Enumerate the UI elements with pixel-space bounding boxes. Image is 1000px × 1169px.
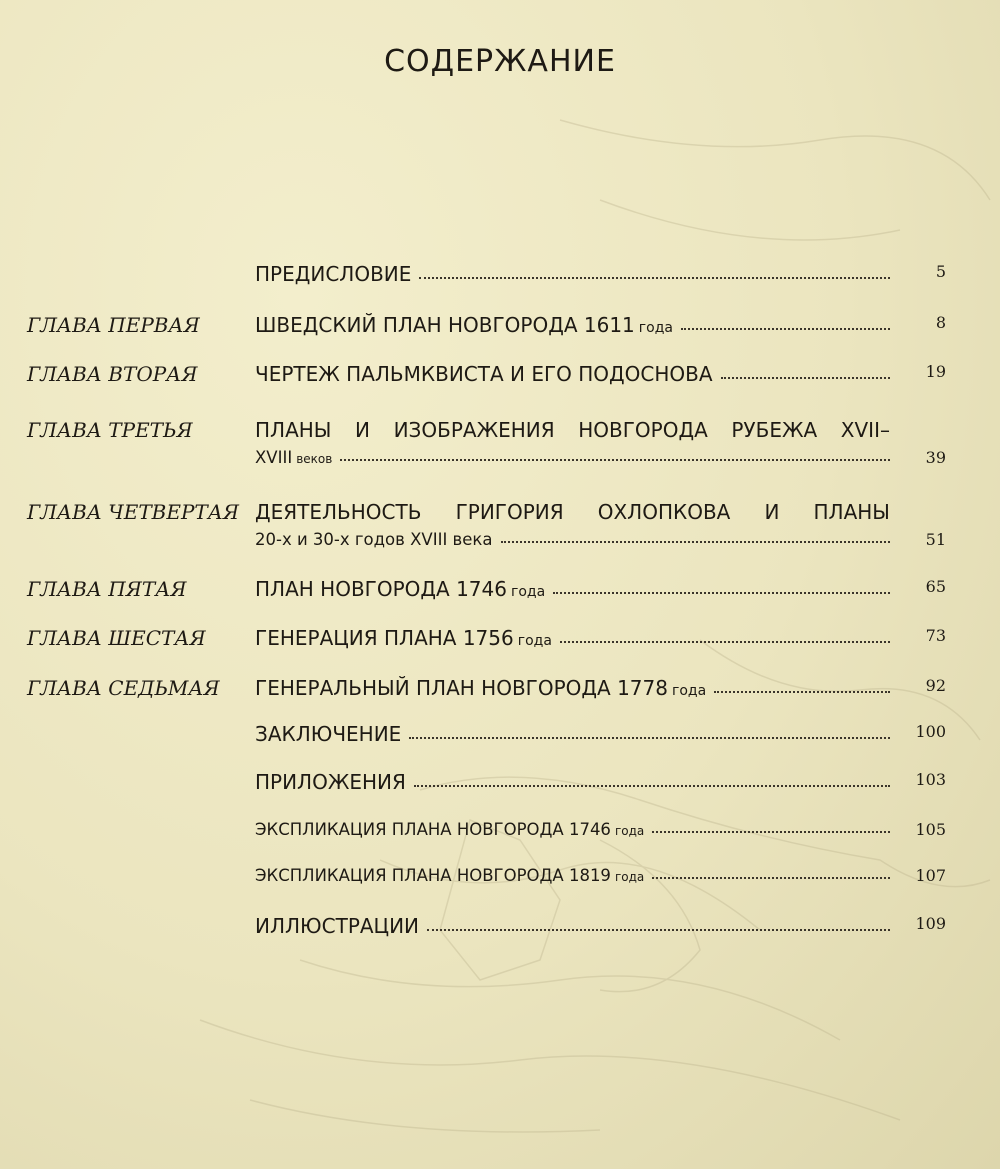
entry-title-line (255, 313, 890, 337)
dot-leader (501, 539, 890, 543)
entry-title-line (255, 866, 890, 885)
chapter-label: ГЛАВА ШЕСТАЯ (27, 626, 206, 650)
entry-year-suffix: года (614, 824, 645, 838)
page-number: 19 (925, 362, 946, 381)
page-number: 51 (925, 530, 946, 549)
page-number: 103 (915, 770, 946, 789)
entry-title-line (255, 770, 890, 794)
chapter-label: ГЛАВА ПЕРВАЯ (27, 313, 200, 337)
entry-title: ЗАКЛЮЧЕНИЕ (255, 722, 402, 746)
chapter-label: ГЛАВА СЕДЬМАЯ (27, 676, 220, 700)
entry-title: ГЕНЕРАЛЬНЫЙ ПЛАН НОВГОРОДА 1778 (255, 676, 668, 700)
dot-leader (652, 875, 890, 879)
title-word: ПЛАНЫ (813, 500, 890, 524)
entry-title-line (255, 914, 890, 938)
entry-year-suffix: года (671, 683, 707, 699)
page-number: 109 (915, 914, 946, 933)
title-word: И (764, 500, 780, 524)
chapter-label: ГЛАВА ЧЕТВЕРТАЯ (27, 500, 240, 524)
entry-title: ЭКСПЛИКАЦИЯ ПЛАНА НОВГОРОДА 1746 (255, 820, 611, 839)
entry-title: XVIII (255, 448, 293, 467)
title-word: ДЕЯТЕЛЬНОСТЬ (255, 500, 422, 524)
entry-title-line (255, 262, 890, 286)
entry-year-suffix: года (614, 870, 645, 884)
page-number: 65 (925, 577, 946, 596)
entry-title: ЭКСПЛИКАЦИЯ ПЛАНА НОВГОРОДА 1819 (255, 866, 611, 885)
title-word: ГРИГОРИЯ (455, 500, 564, 524)
title-word: ИЗОБРАЖЕНИЯ (393, 418, 555, 442)
entry-title-second-line (255, 448, 890, 467)
dot-leader (427, 927, 890, 931)
page-number: 73 (925, 626, 946, 645)
dot-leader (652, 829, 890, 833)
dot-leader (340, 457, 890, 461)
dot-leader (419, 275, 890, 279)
dot-leader (414, 783, 890, 787)
title-word: НОВГОРОДА (578, 418, 708, 442)
page-number: 92 (925, 676, 946, 695)
title-word: И (355, 418, 370, 442)
entry-title-line (255, 626, 890, 650)
page-number: 8 (935, 313, 946, 332)
page-title: СОДЕРЖАНИЕ (384, 44, 616, 79)
chapter-label: ГЛАВА ТРЕТЬЯ (27, 418, 193, 442)
entry-year-suffix: года (517, 633, 552, 649)
page-number: 107 (915, 866, 946, 885)
entry-title: ШВЕДСКИЙ ПЛАН НОВГОРОДА 1611 (255, 313, 635, 337)
dot-leader (681, 326, 890, 330)
entry-year-suffix: года (510, 584, 546, 600)
dot-leader (409, 735, 890, 739)
page-number: 39 (925, 448, 946, 467)
title-word: ПЛАНЫ (255, 418, 332, 442)
chapter-label: ГЛАВА ВТОРАЯ (27, 362, 198, 386)
page-number: 5 (935, 262, 946, 281)
entry-title: ГЕНЕРАЦИЯ ПЛАНА 1756 (255, 626, 514, 650)
entry-title-first-line (255, 418, 890, 442)
entry-title-line (255, 820, 890, 839)
entry-title-line (255, 577, 890, 601)
entry-title: 20-х и 30-х годов XVIII века (255, 530, 493, 549)
entry-year-suffix: года (638, 320, 673, 336)
page-number: 105 (915, 820, 946, 839)
entry-title-second-line (255, 530, 890, 549)
title-word: XVII– (840, 418, 890, 442)
entry-title: ЧЕРТЕЖ ПАЛЬМКВИСТА И ЕГО ПОДОСНОВА (255, 362, 713, 386)
entry-title-first-line (255, 500, 890, 524)
dot-leader (553, 590, 890, 594)
entry-title: ПРИЛОЖЕНИЯ (255, 770, 406, 794)
dot-leader (721, 375, 890, 379)
entry-title: ПРЕДИСЛОВИЕ (255, 262, 412, 286)
dot-leader (714, 689, 890, 693)
chapter-label: ГЛАВА ПЯТАЯ (27, 577, 187, 601)
entry-year-suffix: веков (296, 452, 333, 466)
entry-title: ИЛЛЮСТРАЦИИ (255, 914, 420, 938)
entry-title-line (255, 722, 890, 746)
title-word: ОХЛОПКОВА (597, 500, 731, 524)
entry-title: ПЛАН НОВГОРОДА 1746 (255, 577, 507, 601)
entry-title-line (255, 676, 890, 700)
dot-leader (560, 639, 890, 643)
entry-title-line (255, 362, 890, 386)
title-word: РУБЕЖА (731, 418, 818, 442)
page-number: 100 (915, 722, 946, 741)
